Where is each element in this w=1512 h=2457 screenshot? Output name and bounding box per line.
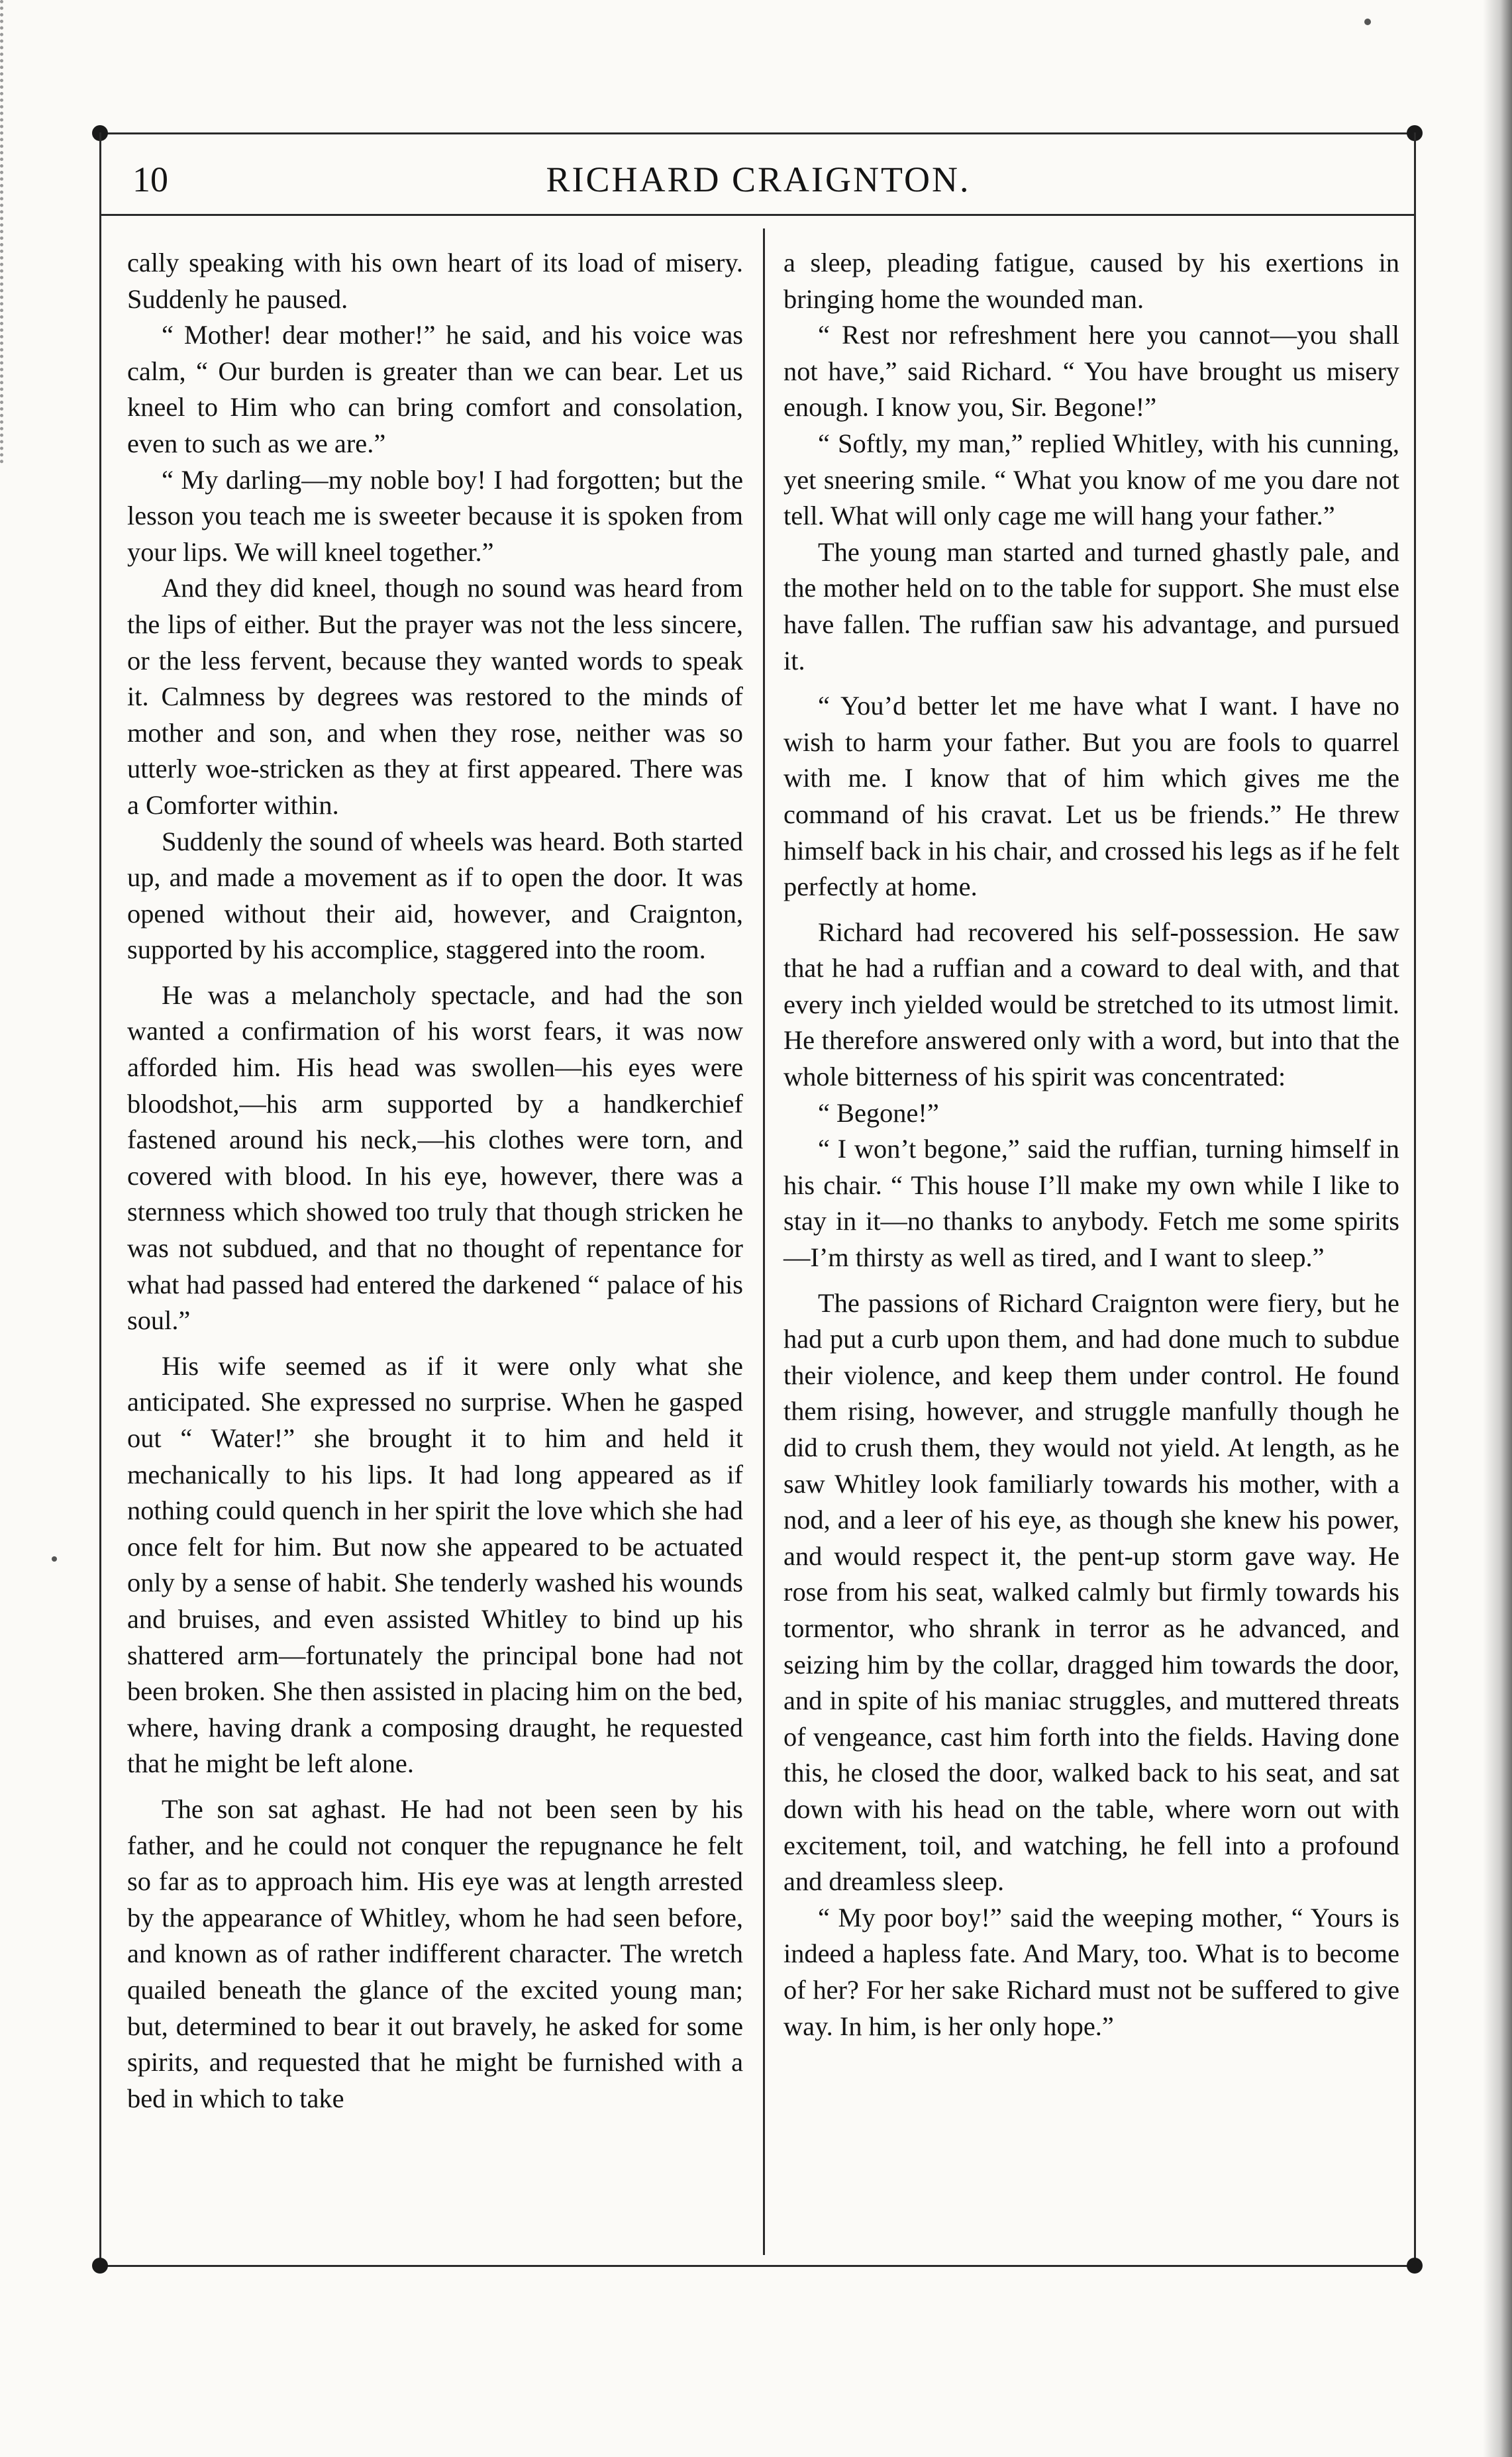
paragraph: His wife seemed as if it were only what she anticipated. She expressed no surprise. When he gasped out “ Water!” she brought it to him and held it mechanically to his lips. It had long appeared as if nothing could quench in her spirit the love which she had once felt for him. But now she appeared to be actuated only by a sense of habit. She tenderly washed his wounds and bruises, and even assisted Whitley to bind up his shattered arm—fortunately the principal bone had not been broken. She then assisted in placing him on the bed, where, having drank a composing draught, he requested that he might be left alone.: [127, 1350, 743, 1779]
ink-speck: [1364, 19, 1371, 25]
page-number: 10: [132, 160, 168, 199]
paragraph: “ My darling—my noble boy! I had forgotten; but the lesson you teach me is sweeter because it is spoken from your lips. We will kneel together.”: [127, 464, 743, 567]
paragraph: “ Rest nor refreshment here you cannot—you shall not have,” said Richard. “ You have brought us misery enough. I know you, Sir. Begone!”: [783, 320, 1399, 423]
paragraph: “ Mother! dear mother!” he said, and his voice was calm, “ Our burden is greater than we can bear. Let us kneel to Him who can bring comfort and consolation, even to such as we are.”: [127, 320, 743, 458]
corner-ornament: [1407, 2258, 1423, 2274]
paragraph: Suddenly the sound of wheels was heard. Both started up, and made a movement as if to open the door. It was opened without their aid, however, and Craignton, supported by his accomplice, staggered into the room.: [127, 826, 743, 965]
corner-ornament: [92, 2258, 108, 2274]
paragraph: “ I won’t begone,” said the ruffian, turning himself in his chair. “ This house I’ll make my own while I like to stay in it—no thanks to anybody. Fetch me some spirits—I’m thirsty as well as tired, and I want to sleep.”: [783, 1134, 1399, 1273]
right-border-rule: [1414, 132, 1416, 2265]
paragraph: He was a melancholy spectacle, and had the son wanted a confirmation of his worst fears, it was now afforded him. His head was swollen—his eyes were bloodshot,—his arm supported by a handkerchief fastened around his neck,—his clothes were torn, and covered with blood. In his eye, however, there was a sternness which showed too truly that though stricken he was not subdued, and that no thought of repentance for what had passed had entered the darkened “ palace of his soul.”: [127, 979, 743, 1336]
paragraph: a sleep, pleading fatigue, caused by his exertions in bringing home the wounded man.: [783, 248, 1399, 314]
page-header: [99, 152, 1417, 219]
top-border-rule: [99, 132, 1414, 134]
left-column: [127, 245, 743, 2117]
right-column: [783, 245, 1399, 2044]
left-border-rule: [99, 132, 101, 2265]
ink-speck: [52, 1556, 57, 1562]
bottom-border-rule: [99, 2265, 1414, 2267]
paragraph: And they did kneel, though no sound was heard from the lips of either. But the prayer was not the less sincere, or the less fervent, because they wanted words to speak it. Calmness by degrees was restored to the minds of mother and son, and when they rose, neither was so utterly woe-stricken as they at first appeared. There was a Comforter within.: [127, 573, 743, 820]
paragraph: cally speaking with his own heart of its load of misery. Suddenly he paused.: [127, 248, 743, 314]
page-edge-shadow: [0, 0, 13, 464]
binding-shadow: [1483, 0, 1512, 2457]
paragraph: “ You’d better let me have what I want. I have no wish to harm your father. But you are fools to quarrel with me. I know that of him which gives me the command of his cravat. Let us be friends.” He threw himself back in his chair, and crossed his legs as if he felt perfectly at home.: [783, 691, 1399, 902]
running-title: RICHARD CRAIGNTON.: [546, 160, 971, 199]
paragraph: The passions of Richard Craignton were fiery, but he had put a curb upon them, and had done much to subdue their violence, and keep them under control. He found them rising, however, and struggle manfully though he did to crush them, they would not yield. At length, as he saw Whitley look familiarly towards his mother, with a nod, and a leer of his eye, as though she knew his power, and would respect it, the pent-up storm gave way. He rose from his seat, walked calmly but firmly towards his tormentor, who shrank in terror as he advanced, and seizing him by the collar, dragged him towards the door, and in spite of his maniac struggles, and muttered threats of vengeance, cast him forth into the fields. Having done this, he closed the door, walked back to his seat, and sat down with his head on the table, where worn out with excitement, toil, and watching, he fell into a profound and dreamless sleep.: [783, 1287, 1399, 1897]
paragraph: The young man started and turned ghastly pale, and the mother held on to the table for support. She must else have fallen. The ruffian saw his advantage, and pursued it.: [783, 536, 1399, 676]
paragraph: “ Softly, my man,” replied Whitley, with his cunning, yet sneering smile. “ What you know of me you dare not tell. What will only cage me will hang your father.”: [783, 428, 1399, 531]
paragraph: The son sat aghast. He had not been seen by his father, and he could not conquer the repugnance he felt so far as to approach him. His eye was at length arrested by the appearance of Whitley, whom he had seen before, and known as of rather indifferent character. The wretch quailed beneath the glance of the excited young man; but, determined to bear it out bravely, he asked for some spirits, and requested that he might be furnished with a bed in which to take: [127, 1793, 743, 2113]
paragraph: Richard had recovered his self-possession. He saw that he had a ruffian and a coward to deal with, and that every inch yielded would be stretched to its utmost limit. He therefore answered only with a word, but into that the whole bitterness of his spirit was concentrated:: [783, 917, 1399, 1092]
paragraph: “ Begone!”: [818, 1097, 939, 1128]
header-rule: [99, 214, 1414, 216]
paragraph: “ My poor boy!” said the weeping mother, “ Yours is indeed a hapless fate. And Mary, too. What is to become of her? For her sake Richard must not be suffered to give way. In him, is her only hope.”: [783, 1902, 1399, 2041]
column-divider: [763, 228, 765, 2255]
